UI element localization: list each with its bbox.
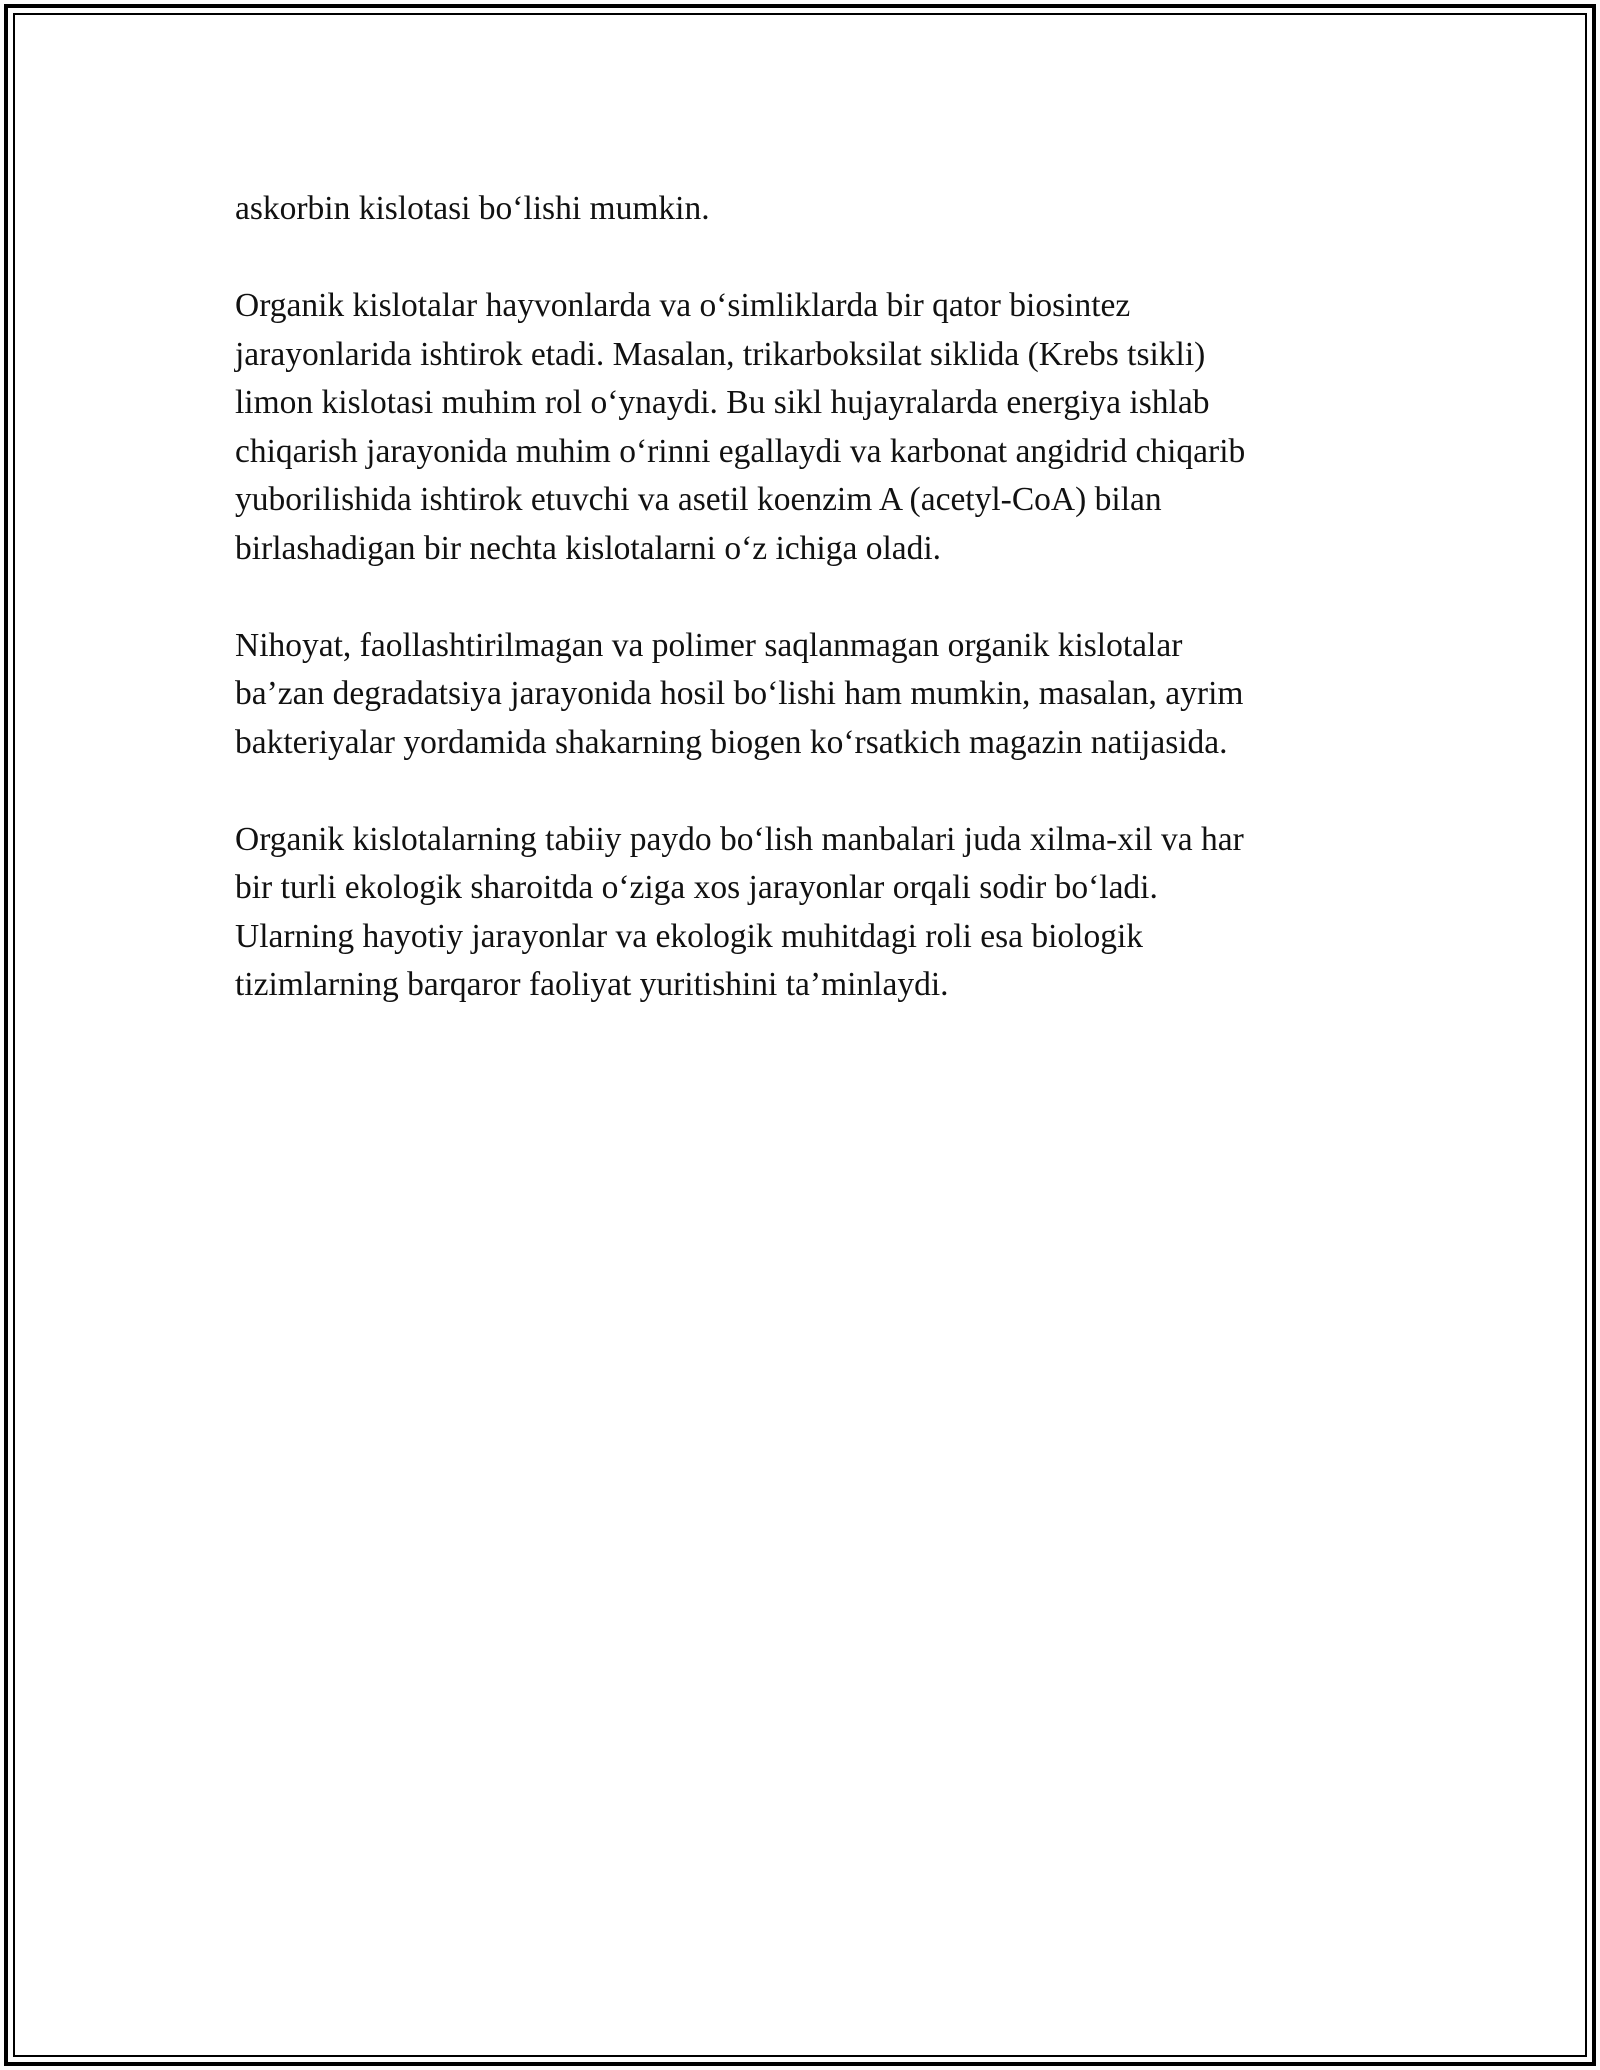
paragraph-3: Nihoyat, faollashtirilmagan va polimer saqlanmagan organik kislotalar ba’zan degradatsiya jarayonida hosil bo‘lishi ham mumkin, masalan, ayrim bakteriyalar yordamida shakarning biogen ko‘rsatkich magazin natijasida.	[235, 626, 1244, 761]
paragraph-2: Organik kislotalar hayvonlarda va o‘simliklarda bir qator biosintez jarayonlarida ishtirok etadi. Masalan, trikarboksilat siklida (Krebs tsikli) limon kislotasi muhim rol o‘ynaydi. Bu sikl hujayralarda energiya ishlab chiqarish jarayonida muhim o‘rinni egallaydi va karbonat angidrid chiqarib yuborilishida ishtirok etuvchi va asetil koenzim A (acetyl-CoA) bilan birlashadigan bir nechta kislotalarni o‘z ichiga oladi.	[235, 287, 1246, 567]
document-body	[235, 185, 1365, 1058]
paragraph-1: askorbin kislotasi bo‘lishi mumkin.	[235, 190, 710, 227]
paragraph-4: Organik kislotalarning tabiiy paydo bo‘lish manbalari juda xilma-xil va har bir turli ekologik sharoitda o‘ziga xos jarayonlar orqali sodir bo‘ladi. Ularning hayotiy jarayonlar va ekologik muhitdagi roli esa biologik tizimlarning barqaror faoliyat yuritishini ta’minlaydi.	[235, 820, 1244, 1003]
